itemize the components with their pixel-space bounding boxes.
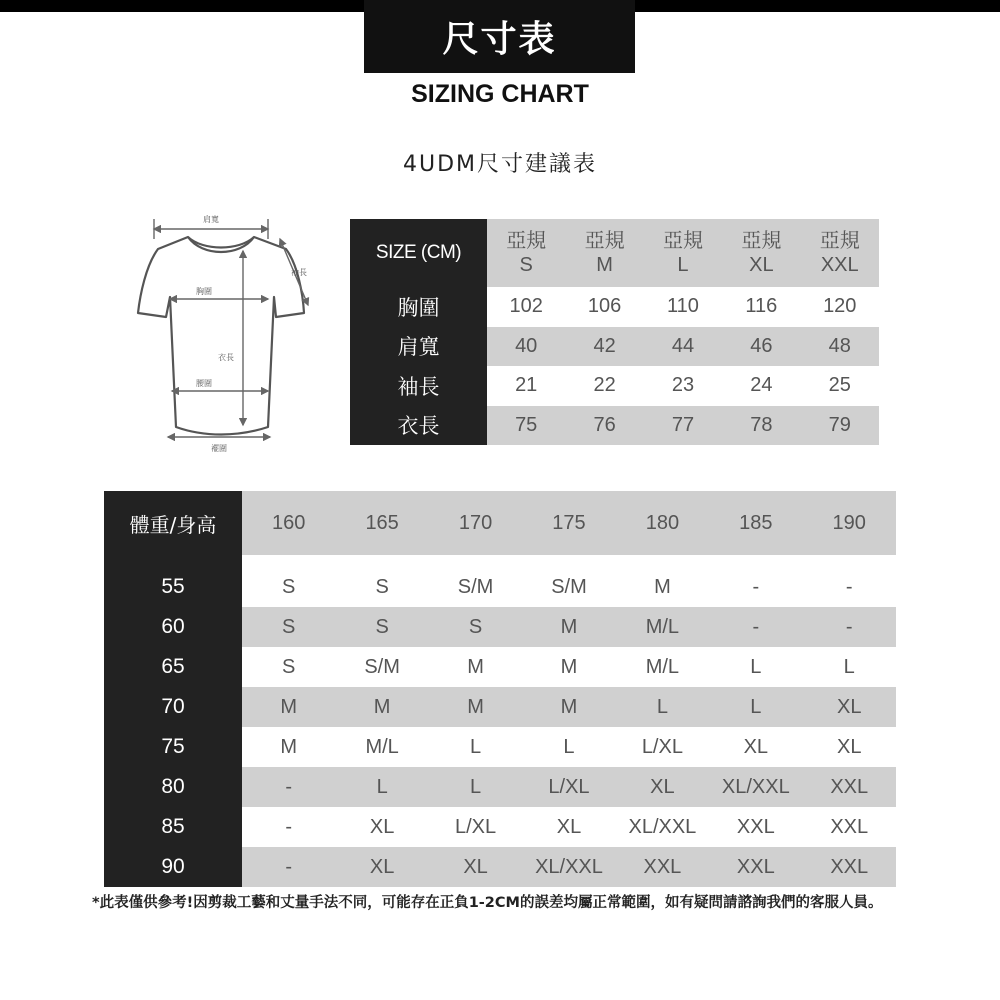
size-cell: S <box>242 567 335 607</box>
measurement-cell: 102 <box>487 287 565 327</box>
size-cell: - <box>803 567 896 607</box>
size-cell: M/L <box>335 727 428 767</box>
size-cell: XL/XXL <box>616 807 709 847</box>
gap-cell <box>522 555 615 567</box>
size-cell: M <box>616 567 709 607</box>
measurement-cell: 42 <box>565 327 643 367</box>
size-cell: L <box>616 687 709 727</box>
weight-label: 90 <box>104 847 242 887</box>
weight-label: 75 <box>104 727 242 767</box>
measurement-cell: 24 <box>722 366 800 406</box>
size-cell: XXL <box>709 807 802 847</box>
measurement-cell: 77 <box>644 406 722 446</box>
size-cell: XL/XXL <box>522 847 615 887</box>
gap-cell <box>242 555 335 567</box>
weight-row <box>104 727 896 767</box>
size-cell: XL <box>335 847 428 887</box>
height-header: 165 <box>335 491 428 555</box>
size-cell: S <box>335 567 428 607</box>
size-column-header: 亞規 XL <box>722 219 800 287</box>
measurement-cell: 106 <box>565 287 643 327</box>
size-cell: XL <box>522 807 615 847</box>
weight-row <box>104 567 896 607</box>
height-header: 180 <box>616 491 709 555</box>
measurement-cell: 44 <box>644 327 722 367</box>
weight-label: 55 <box>104 567 242 607</box>
header-gap <box>104 555 896 567</box>
weight-label: 85 <box>104 807 242 847</box>
size-cell: S/M <box>429 567 522 607</box>
label-length: 衣長 <box>218 353 234 362</box>
size-cell: XL <box>429 847 522 887</box>
size-cell: M <box>522 607 615 647</box>
measurement-cell: 75 <box>487 406 565 446</box>
size-cell: M <box>242 687 335 727</box>
chart-title: 4UDM尺寸建議表 <box>402 152 598 177</box>
label-waist: 腰圍 <box>196 379 212 388</box>
size-cell: L <box>803 647 896 687</box>
gap-cell <box>803 555 896 567</box>
measurement-cell: 79 <box>801 406 879 446</box>
measurement-cell: 78 <box>722 406 800 446</box>
size-cell: XL <box>335 807 428 847</box>
measurement-cell: 22 <box>565 366 643 406</box>
label-sleeve: 袖長 <box>291 268 307 277</box>
size-cell: S <box>335 607 428 647</box>
gap-label-cell <box>104 555 242 567</box>
size-recommendation-table <box>104 491 896 887</box>
measurement-cell: 21 <box>487 366 565 406</box>
gap-cell <box>429 555 522 567</box>
size-cell: L/XL <box>616 727 709 767</box>
measurement-row-label: 胸圍 <box>350 287 487 327</box>
measurement-cell: 40 <box>487 327 565 367</box>
measurement-cell: 46 <box>722 327 800 367</box>
measurement-row-label: 袖長 <box>350 366 487 406</box>
size-cell: XL/XXL <box>709 767 802 807</box>
size-column-header: 亞規 L <box>644 219 722 287</box>
size-cell: M/L <box>616 607 709 647</box>
weight-row <box>104 847 896 887</box>
weight-row <box>104 647 896 687</box>
label-shoulder: 肩寬 <box>203 215 219 224</box>
size-column-header: 亞規 S <box>487 219 565 287</box>
size-cell: S <box>429 607 522 647</box>
measurement-header-row <box>350 219 879 287</box>
size-cell: XXL <box>803 807 896 847</box>
weight-row <box>104 767 896 807</box>
gap-cell <box>335 555 428 567</box>
measurement-row-label: 衣長 <box>350 406 487 446</box>
measurement-cell: 110 <box>644 287 722 327</box>
height-header: 190 <box>803 491 896 555</box>
measurement-cell: 120 <box>801 287 879 327</box>
page-subtitle: SIZING CHART <box>411 80 589 108</box>
height-header: 185 <box>709 491 802 555</box>
size-cell: M <box>429 687 522 727</box>
size-cell: XL <box>709 727 802 767</box>
page-title: 尺寸表 <box>364 0 635 73</box>
measurement-row <box>350 287 879 327</box>
weight-label: 70 <box>104 687 242 727</box>
height-header: 175 <box>522 491 615 555</box>
weight-label: 65 <box>104 647 242 687</box>
size-cell: L <box>709 687 802 727</box>
height-header: 160 <box>242 491 335 555</box>
measurement-table <box>350 219 879 445</box>
weight-row <box>104 807 896 847</box>
gap-cell <box>709 555 802 567</box>
footnote: *此表僅供參考!因剪裁工藝和丈量手法不同，可能存在正負1-2CM的誤差均屬正常範圍，如有疑問請諮詢我們的客服人員。 <box>92 895 883 911</box>
size-cell: S <box>242 647 335 687</box>
size-cell: S <box>242 607 335 647</box>
size-cell: XXL <box>616 847 709 887</box>
size-cell: XL <box>616 767 709 807</box>
label-chest: 胸圍 <box>196 287 212 296</box>
size-column-header: 亞規 M <box>565 219 643 287</box>
size-cell: M/L <box>616 647 709 687</box>
size-cell: L <box>522 727 615 767</box>
size-cell: M <box>522 687 615 727</box>
size-cell: - <box>709 607 802 647</box>
measurement-corner-label: SIZE (CM) <box>350 219 487 287</box>
weight-label: 80 <box>104 767 242 807</box>
measurement-cell: 25 <box>801 366 879 406</box>
size-cell: - <box>242 807 335 847</box>
size-cell: M <box>242 727 335 767</box>
measurement-row <box>350 406 879 446</box>
size-cell: - <box>242 767 335 807</box>
size-cell: M <box>522 647 615 687</box>
size-cell: L <box>429 727 522 767</box>
size-cell: - <box>709 567 802 607</box>
size-cell: L <box>429 767 522 807</box>
height-header: 170 <box>429 491 522 555</box>
size-cell: XL <box>803 727 896 767</box>
measurement-cell: 23 <box>644 366 722 406</box>
size-column-header: 亞規 XXL <box>801 219 879 287</box>
size-cell: XXL <box>803 767 896 807</box>
size-cell: S/M <box>522 567 615 607</box>
size-cell: S/M <box>335 647 428 687</box>
size-cell: L <box>709 647 802 687</box>
size-cell: XXL <box>803 847 896 887</box>
size-cell: M <box>429 647 522 687</box>
weight-height-corner-label: 體重/身高 <box>104 491 242 555</box>
size-cell: XXL <box>709 847 802 887</box>
size-cell: - <box>803 607 896 647</box>
measurement-cell: 116 <box>722 287 800 327</box>
size-cell: M <box>335 687 428 727</box>
size-cell: - <box>242 847 335 887</box>
gap-cell <box>616 555 709 567</box>
label-hem: 襬圍 <box>211 444 227 453</box>
size-cell: L/XL <box>429 807 522 847</box>
weight-row <box>104 607 896 647</box>
size-cell: L/XL <box>522 767 615 807</box>
tshirt-diagram <box>118 205 340 460</box>
measurement-row-label: 肩寬 <box>350 327 487 367</box>
measurement-row <box>350 366 879 406</box>
measurement-cell: 76 <box>565 406 643 446</box>
measurement-cell: 48 <box>801 327 879 367</box>
weight-row <box>104 687 896 727</box>
measurement-row <box>350 327 879 367</box>
weight-label: 60 <box>104 607 242 647</box>
size-cell: XL <box>803 687 896 727</box>
size-cell: L <box>335 767 428 807</box>
height-header-row <box>104 491 896 555</box>
